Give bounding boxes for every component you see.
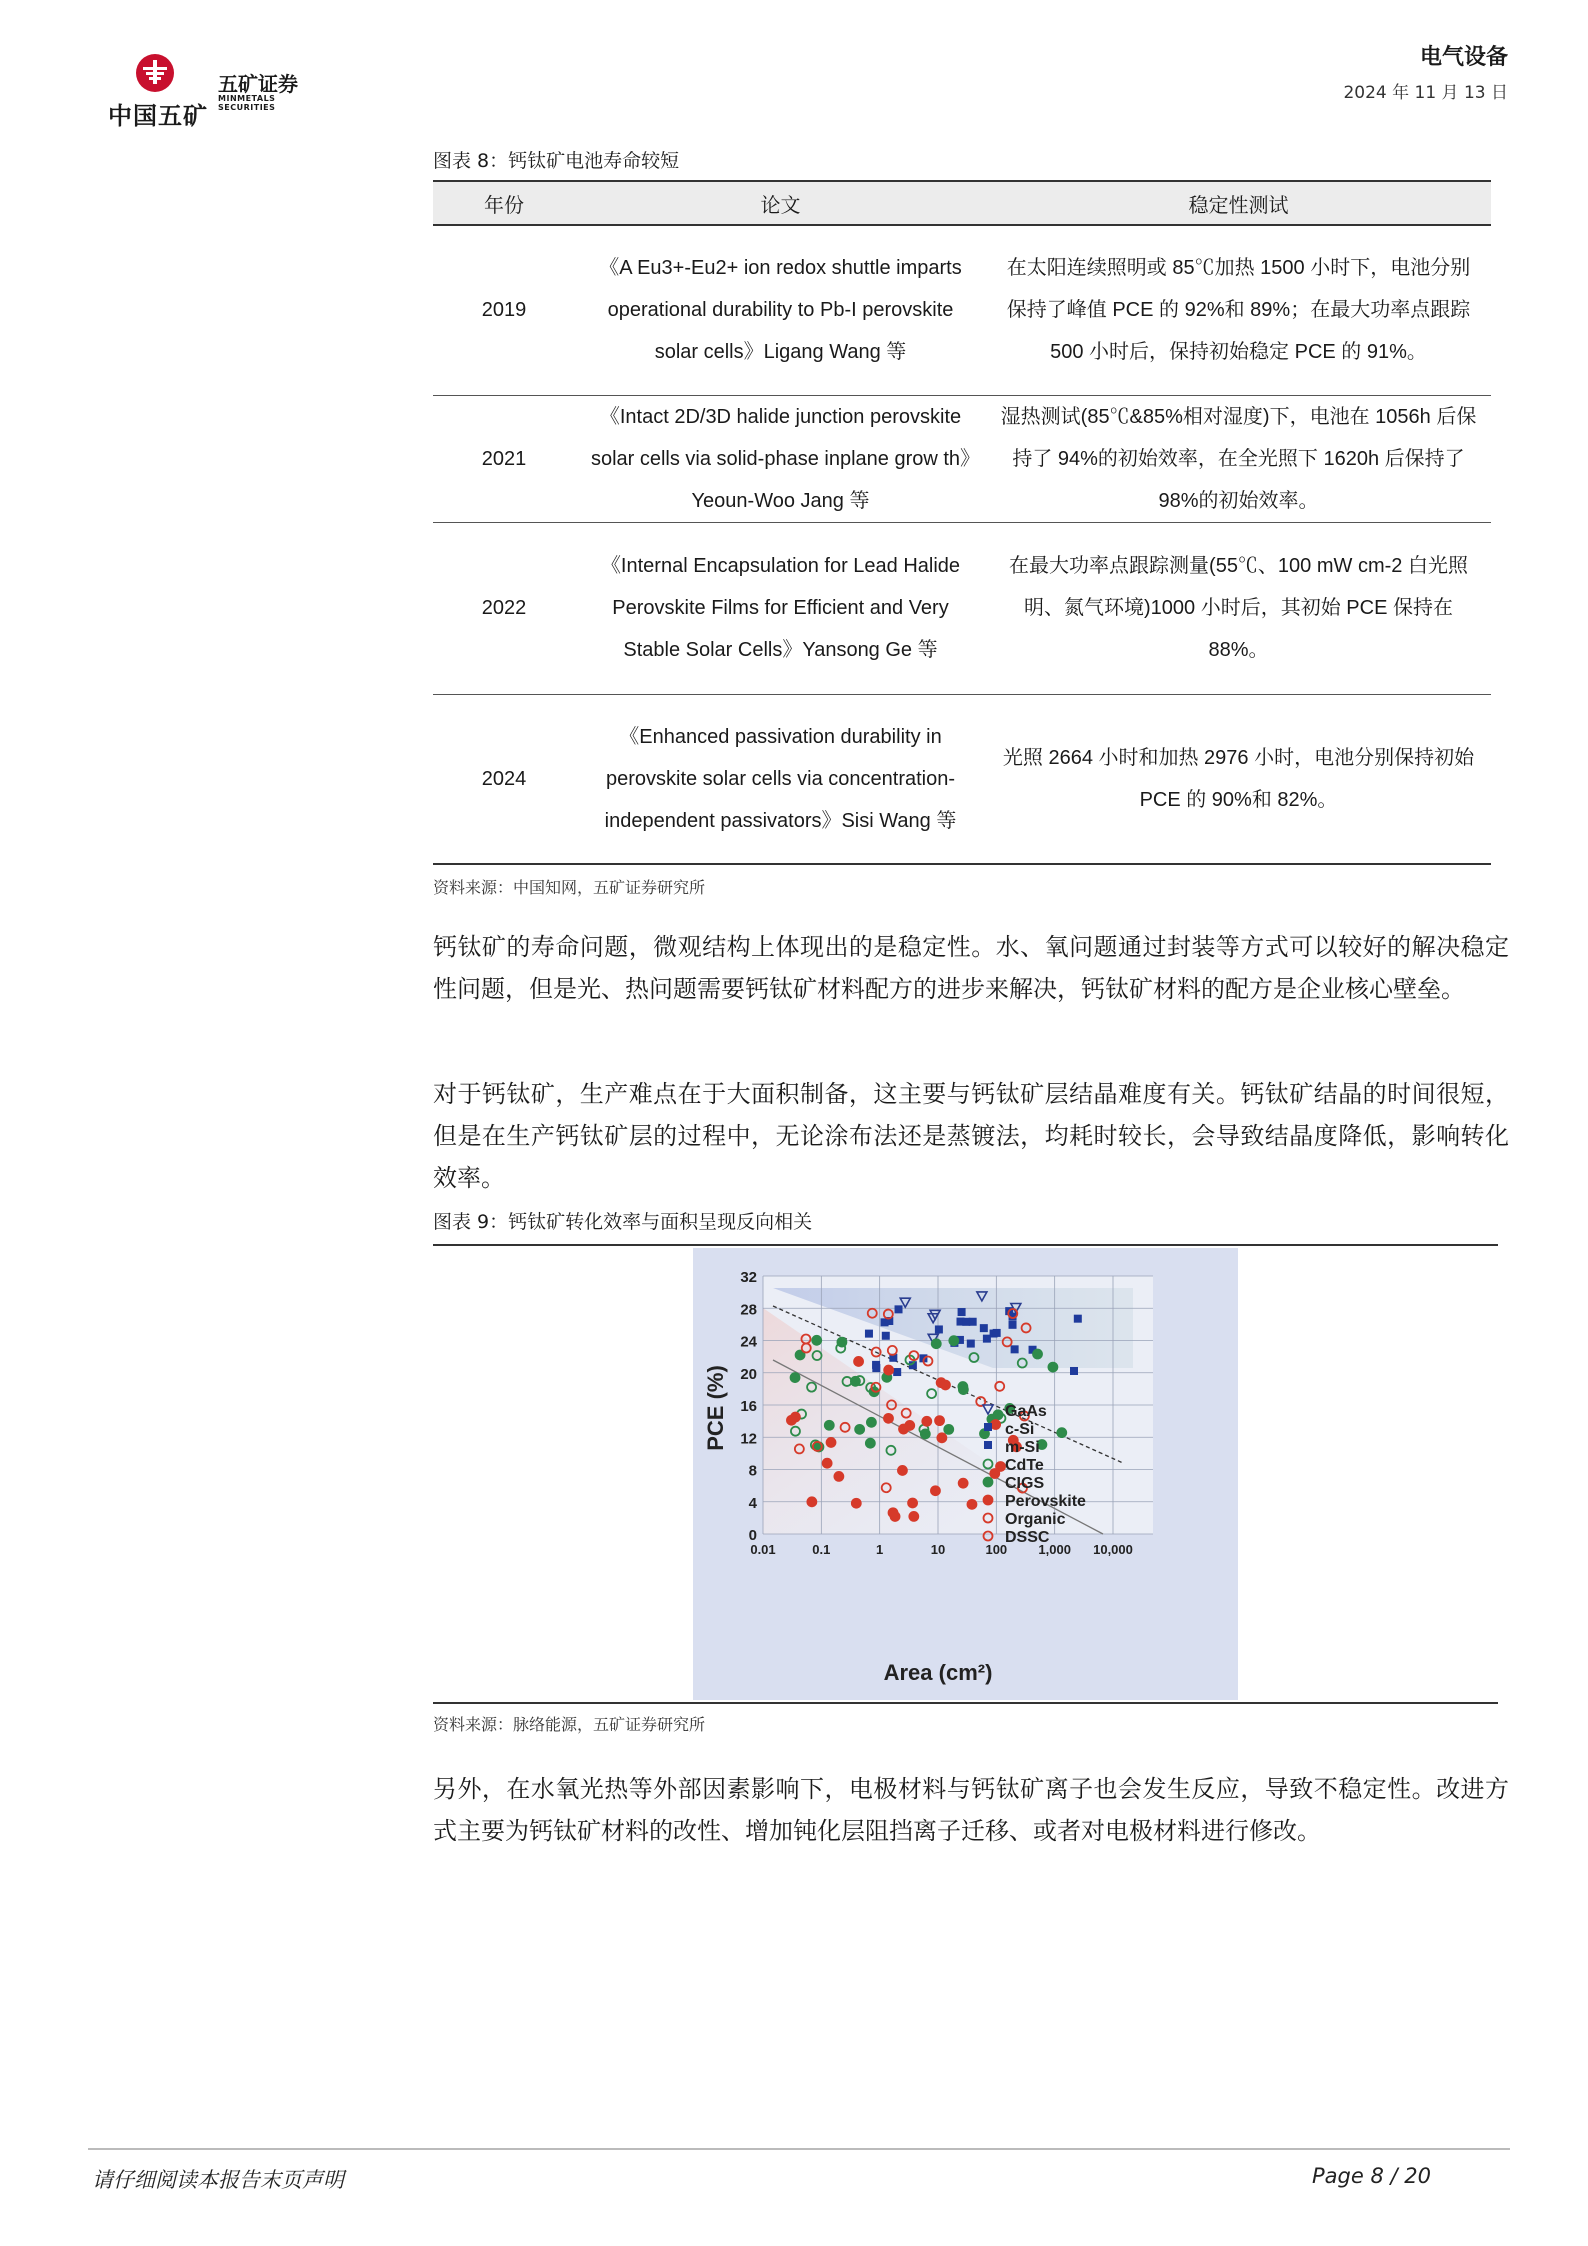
data-point [834, 1472, 843, 1481]
legend-label: GaAs [1005, 1403, 1047, 1420]
x-tick-label: 10,000 [1093, 1542, 1133, 1557]
data-point [1070, 1367, 1078, 1375]
legend-label: Organic [1005, 1511, 1066, 1528]
data-point [1011, 1345, 1019, 1353]
stability-table [433, 180, 1491, 865]
y-tick-label: 32 [740, 1269, 757, 1286]
data-point [949, 1336, 958, 1345]
x-axis-label: Area (cm²) [883, 1660, 993, 1685]
x-tick-label: 1 [876, 1542, 884, 1557]
legend-label: m-Si [1005, 1439, 1040, 1456]
table-row [433, 395, 1491, 522]
paragraph-3: 另外，在水氧光热等外部因素影响下，电极材料与钙钛矿离子也会发生反应，导致不稳定性。改进方式主要为钙钛矿材料的改性、增加钝化层阻挡离子迁移、或者对电极材料进行修改。 [433, 1775, 1509, 1845]
header-test: 稳定性测试 [986, 181, 1491, 225]
y-tick-label: 0 [748, 1527, 757, 1544]
cell-paper: 《Internal Encapsulation for Lead Halide Perovskite Films for Efficient and Very Stable Solar Cells》Yansong Ge 等 [575, 522, 986, 694]
report-date: 2024 年 11 月 13 日 [1343, 83, 1508, 103]
header-year: 年份 [433, 181, 575, 225]
data-point [825, 1421, 834, 1430]
data-point [823, 1459, 832, 1468]
data-point [884, 1366, 893, 1375]
data-point [967, 1340, 975, 1348]
legend-label: DSSC [1005, 1529, 1050, 1546]
y-tick-label: 4 [748, 1494, 757, 1512]
data-point [932, 1339, 941, 1348]
data-point [898, 1466, 907, 1475]
table8-source: 资料来源：中国知网，五矿证券研究所 [433, 878, 706, 897]
data-point [959, 1385, 968, 1394]
brand-name-en: MINMETALS SECURITIES [218, 94, 276, 112]
data-point [993, 1329, 1001, 1337]
data-point [882, 1332, 890, 1340]
cell-year: 2021 [433, 395, 575, 522]
x-tick-label: 0.1 [812, 1542, 831, 1557]
data-point [991, 1420, 1000, 1429]
data-point [941, 1380, 950, 1389]
x-tick-label: 100 [985, 1542, 1008, 1557]
data-point [922, 1417, 931, 1426]
table-row [433, 225, 1491, 395]
page-number: Page 8 / 20 [1312, 2164, 1431, 2188]
legend-marker [984, 1478, 993, 1487]
cell-paper: 《A Eu3+-Eu2+ ion redox shuttle imparts operational durability to Pb-I perovskite solar cells》Ligang Wang 等 [575, 225, 986, 395]
table-row [433, 522, 1491, 694]
data-point [1048, 1363, 1057, 1372]
legend-marker [984, 1423, 992, 1431]
cell-test: 在太阳连续照明或 85℃加热 1500 小时下，电池分别保持了峰值 PCE 的 92%和 89%；在最大功率点跟踪 500 小时后，保持初始稳定 PCE 的 91%。 [986, 225, 1491, 395]
y-tick-label: 24 [740, 1333, 757, 1351]
y-axis-label: PCE (%) [703, 1365, 728, 1451]
legend-label: Perovskite [1005, 1493, 1086, 1510]
legend-label: CIGS [1005, 1475, 1045, 1492]
pce-area-chart [693, 1248, 1238, 1700]
figure9-caption: 图表 9：钙钛矿转化效率与面积呈现反向相关 [433, 1211, 813, 1233]
x-tick-label: 10 [930, 1542, 946, 1557]
data-point [990, 1469, 999, 1478]
data-point [791, 1373, 800, 1382]
data-point [935, 1325, 943, 1333]
data-point [1074, 1315, 1082, 1323]
paragraph-1: 钙钛矿的寿命问题，微观结构上体现出的是稳定性。水、氧问题通过封装等方式可以较好的解决稳定性问题，但是光、热问题需要钙钛矿材料配方的进步来解决，钙钛矿材料的配方是企业核心壁垒。 [433, 933, 1509, 1003]
paragraph-2: 对于钙钛矿，生产难点在于大面积制备，这主要与钙钛矿层结晶难度有关。钙钛矿结晶的时间很短，但是在生产钙钛矿层的过程中，无论涂布法还是蒸镀法，均耗时较长，会导致结晶度降低，影响转化效率。 [433, 1080, 1509, 1192]
legend-marker [984, 1441, 992, 1449]
table-header-row [433, 181, 1491, 225]
data-point [908, 1498, 917, 1507]
cell-year: 2019 [433, 225, 575, 395]
data-point [1009, 1321, 1017, 1329]
legend-marker [984, 1496, 993, 1505]
header-paper: 论文 [575, 181, 986, 225]
data-point [931, 1486, 940, 1495]
data-point [959, 1479, 968, 1488]
data-point [787, 1416, 796, 1425]
data-point [944, 1425, 953, 1434]
data-point [812, 1336, 821, 1345]
cell-year: 2022 [433, 522, 575, 694]
y-tick-label: 12 [740, 1430, 757, 1448]
company-logo [108, 52, 308, 130]
legend-label: c-Si [1005, 1421, 1035, 1438]
table-row [433, 694, 1491, 864]
data-point [866, 1439, 875, 1448]
data-point [958, 1308, 966, 1316]
y-tick-label: 28 [740, 1301, 757, 1319]
data-point [1057, 1428, 1066, 1437]
data-point [980, 1324, 988, 1332]
company-name-cn: 中国五矿 [108, 102, 208, 130]
figure-top-rule [433, 1244, 1498, 1246]
footer-rule [88, 2148, 1510, 2150]
data-point [807, 1497, 816, 1506]
data-point [937, 1433, 946, 1442]
data-point [1033, 1350, 1042, 1359]
table8-caption: 图表 8：钙钛矿电池寿命较短 [433, 150, 680, 172]
cell-test: 光照 2664 小时和加热 2976 小时，电池分别保持初始 PCE 的 90%和 82%。 [986, 694, 1491, 864]
data-point [827, 1438, 836, 1447]
data-point [854, 1357, 863, 1366]
data-point [983, 1335, 991, 1343]
data-point [899, 1425, 908, 1434]
chart-svg [693, 1248, 1238, 1700]
x-tick-label: 0.01 [750, 1542, 776, 1557]
data-point [891, 1512, 900, 1521]
sector-title: 电气设备 [1419, 45, 1508, 70]
y-tick-label: 20 [740, 1365, 757, 1383]
cell-year: 2024 [433, 694, 575, 864]
data-point [867, 1418, 876, 1427]
data-point [962, 1318, 970, 1326]
y-tick-label: 16 [740, 1398, 757, 1415]
data-point [967, 1500, 976, 1509]
y-tick-label: 8 [748, 1462, 757, 1480]
legend-label: CdTe [1005, 1457, 1044, 1474]
minmetals-emblem-icon [134, 52, 176, 94]
data-point [895, 1305, 903, 1313]
cell-test: 湿热测试(85℃&85%相对湿度)下，电池在 1056h 后保持了 94%的初始效率，在全光照下 1620h 后保持了 98%的初始效率。 [986, 395, 1491, 522]
cell-paper: 《Enhanced passivation durability in perovskite solar cells via concentration-independent passivators》Sisi Wang 等 [575, 694, 986, 864]
figure9-source: 资料来源：脉络能源，五矿证券研究所 [433, 1715, 706, 1734]
cell-test: 在最大功率点跟踪测量(55℃、100 mW cm-2 白光照明、氮气环境)1000 小时后，其初始 PCE 保持在 88%。 [986, 522, 1491, 694]
data-point [884, 1414, 893, 1423]
x-tick-label: 1,000 [1038, 1542, 1071, 1557]
data-point [852, 1499, 861, 1508]
figure-bottom-rule [433, 1702, 1498, 1704]
data-point [909, 1512, 918, 1521]
footer-disclaimer: 请仔细阅读本报告末页声明 [92, 2168, 344, 2192]
data-point [855, 1425, 864, 1434]
data-point [872, 1364, 880, 1372]
data-point [935, 1416, 944, 1425]
brand-name: 五矿证券 [218, 72, 298, 96]
data-point [893, 1368, 901, 1376]
cell-paper: 《Intact 2D/3D halide junction perovskite solar cells via solid-phase inplane grow th》Yeoun-Woo Jang 等 [575, 395, 986, 522]
data-point [865, 1330, 873, 1338]
